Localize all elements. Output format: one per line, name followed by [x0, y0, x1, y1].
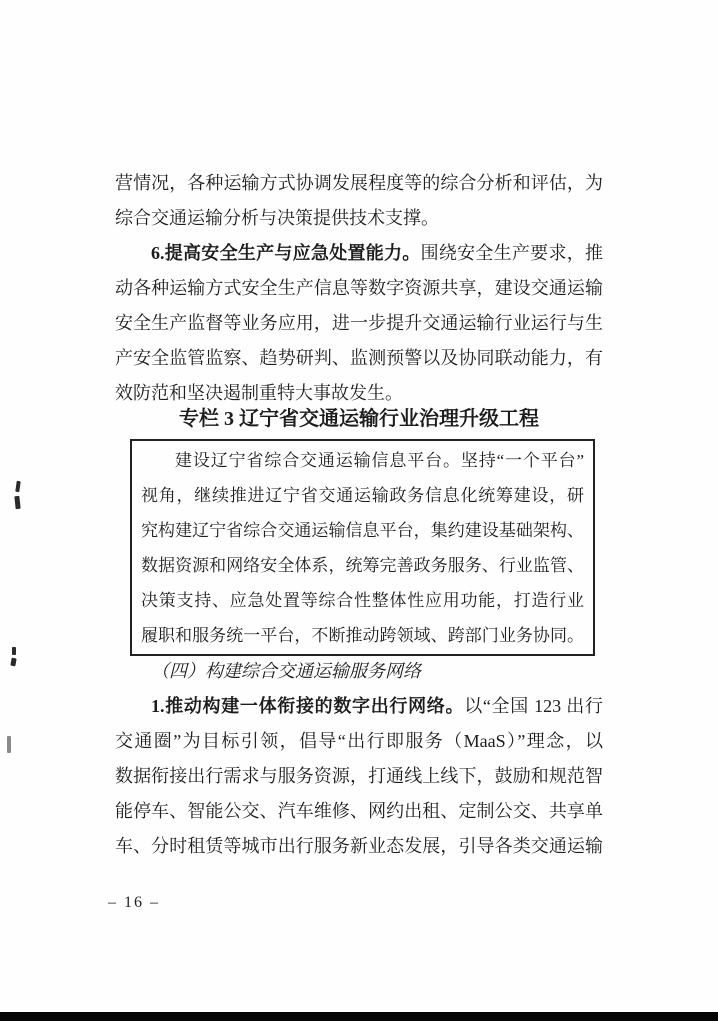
scan-artifact: [10, 658, 16, 667]
body-line: 营情况，各种运输方式协调发展程度等的综合分析和评估，为: [115, 173, 603, 193]
panel-title: 专栏 3 辽宁省交通运输行业治理升级工程: [179, 408, 539, 430]
panel-line: 究构建辽宁省综合交通运输信息平台，集约建设基础架构、: [141, 521, 584, 540]
body-line-item6-lead: [115, 236, 603, 271]
panel-line: 决策支持、应急处置等综合性整体性应用功能，打造行业: [141, 591, 584, 610]
body-line: 综合交通运输分析与决策提供技术支撑。: [115, 208, 439, 228]
body-line: 交通圈”为目标引领，倡导“出行即服务（MaaS）”理念，以: [115, 731, 603, 751]
scan-artifact: [12, 647, 16, 655]
scan-artifact: [7, 736, 11, 753]
lower-text-block: [115, 654, 603, 864]
body-line: 效防范和坚决遏制重特大事故发生。: [115, 383, 403, 403]
panel-line: 数据资源和网络安全体系，统筹完善政务服务、行业监管、: [141, 556, 584, 575]
item6-line1-rest: 围绕安全生产要求，推: [420, 243, 603, 263]
body-line-item1-lead: [115, 689, 603, 724]
panel-box: [130, 439, 595, 656]
upper-text-block: [115, 166, 603, 411]
scan-artifact: [14, 496, 20, 509]
item6-lead-bold: 6.提高安全生产与应急处置能力。: [151, 243, 421, 263]
panel-line: 履职和服务统一平台，不断推动跨领域、跨部门业务协同。: [141, 626, 584, 645]
body-line: 动各种运输方式安全生产信息等数字资源共享，建设交通运输: [115, 278, 603, 298]
body-line: 安全生产监督等业务应用，进一步提升交通运输行业运行与生: [115, 313, 603, 333]
panel-line: 建设辽宁省综合交通运输信息平台。坚持“一个平台”: [175, 451, 584, 470]
body-line: 产安全监管监察、趋势研判、监测预警以及协同联动能力，有: [115, 348, 603, 368]
page-number: – 16 –: [108, 894, 160, 911]
scan-artifact: [15, 481, 20, 492]
item1-lead-bold: 1.推动构建一体衔接的数字出行网络。: [151, 696, 465, 716]
panel-line: 视角，继续推进辽宁省交通运输政务信息化统筹建设，研: [141, 486, 584, 505]
body-line: 能停车、智能公交、汽车维修、网约出租、定制公交、共享单: [115, 801, 603, 821]
item1-line1-rest: 以“全国 123 出行: [464, 696, 603, 716]
section4-heading: （四）构建综合交通运输服务网络: [151, 661, 421, 681]
scan-bottom-edge: [0, 1012, 718, 1021]
body-line: 数据衔接出行需求与服务资源，打通线上线下，鼓励和规范智: [115, 766, 603, 786]
body-line: 车、分时租赁等城市出行服务新业态发展，引导各类交通运输: [115, 836, 603, 856]
